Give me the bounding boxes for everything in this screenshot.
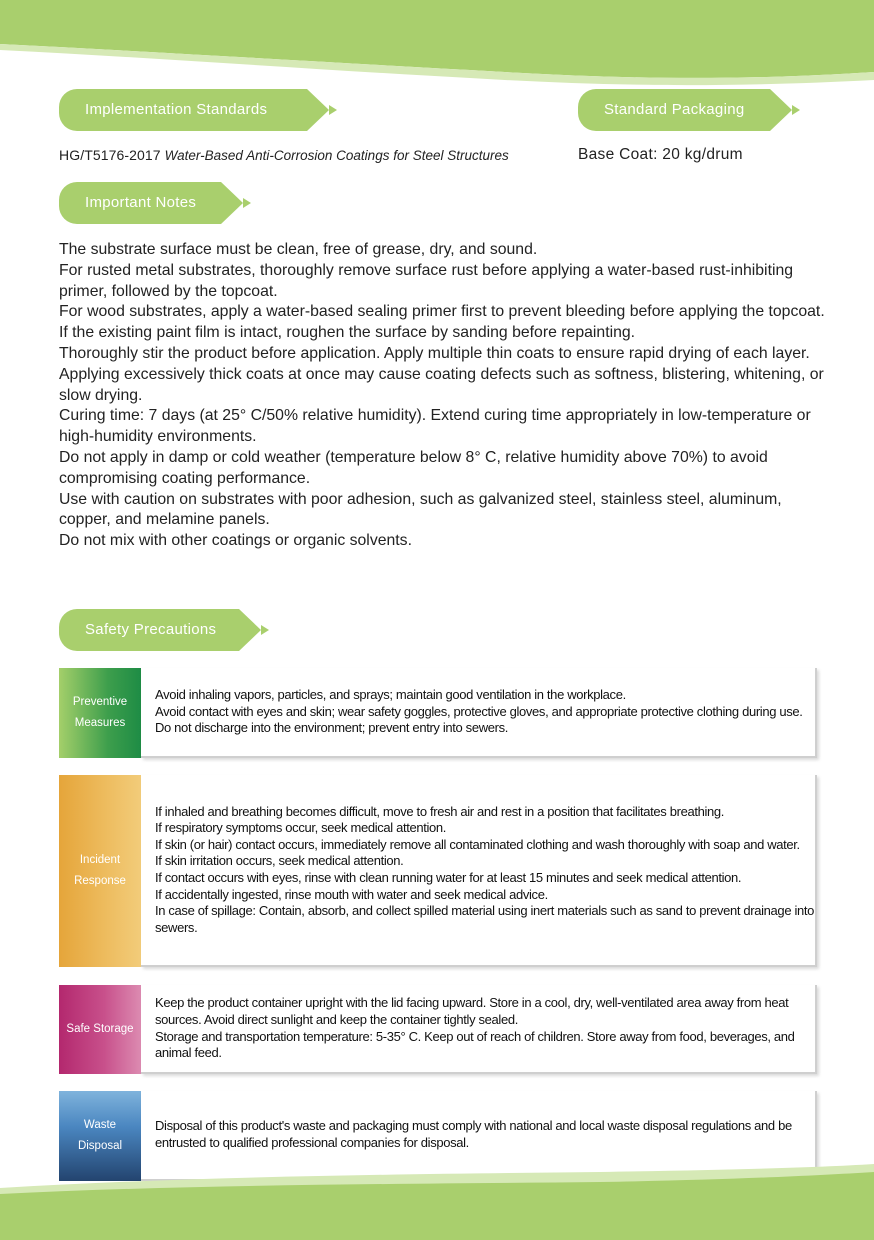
incident-label-line2: Response bbox=[74, 875, 126, 887]
note-item: For rusted metal substrates, thoroughly remove surface rust before applying a water-based rust-inhibiting primer, followed by the topcoat. bbox=[59, 261, 794, 300]
important-notes-tab bbox=[59, 182, 221, 224]
note-item: Do not mix with other coatings or organic solvents. bbox=[59, 532, 412, 550]
waste-disposal-row bbox=[59, 1091, 817, 1181]
incident-line: If skin (or hair) contact occurs, immediately remove all contaminated clothing and wash thoroughly with soap and water. bbox=[155, 836, 800, 852]
important-notes-label: Important Notes bbox=[85, 194, 197, 211]
standard-packaging-tab bbox=[578, 89, 770, 131]
standard-title: Water-Based Anti-Corrosion Coatings for Steel Structures bbox=[164, 148, 509, 163]
note-item: For wood substrates, apply a water-based sealing primer first to prevent bleeding before applying the topcoat. bbox=[59, 303, 825, 321]
safety-precautions-tab bbox=[59, 609, 239, 651]
preventive-measures-header bbox=[59, 668, 141, 758]
note-item: Do not apply in damp or cold weather (temperature below 8° C, relative humidity above 70%) to avoid compromising coating performance. bbox=[59, 448, 768, 487]
preventive-line: Avoid contact with eyes and skin; wear safety goggles, protective gloves, and appropriate protective clothing during use. bbox=[155, 703, 803, 719]
preventive-line: Do not discharge into the environment; prevent entry into sewers. bbox=[155, 720, 509, 736]
preventive-label-line2: Measures bbox=[74, 717, 126, 729]
waste-label-line2: Disposal bbox=[77, 1140, 123, 1152]
incident-line: If accidentally ingested, rinse mouth with water and seek medical advice. bbox=[155, 886, 548, 902]
waste-disposal-header bbox=[59, 1091, 141, 1181]
storage-line: Storage and transportation temperature: 5-35° C. Keep out of reach of children. Store away from food, beverages, and animal feed. bbox=[155, 1028, 795, 1061]
preventive-measures-row bbox=[59, 668, 817, 758]
incident-line: If contact occurs with eyes, rinse with clean running water for at least 15 minutes and seek medical attention. bbox=[155, 870, 742, 885]
note-item: The substrate surface must be clean, free of grease, dry, and sound. bbox=[59, 241, 538, 258]
packaging-text: Base Coat: 20 kg/drum bbox=[578, 146, 743, 163]
important-notes-list bbox=[59, 240, 829, 552]
standard-code: HG/T5176-2017 bbox=[59, 147, 161, 163]
safe-storage-row bbox=[59, 985, 817, 1074]
incident-label-line1: Incident bbox=[79, 854, 121, 866]
note-item: Curing time: 7 days (at 25° C/50% relative humidity). Extend curing time appropriately in low-temperature or high-humidity environments. bbox=[59, 407, 811, 446]
note-item: Thoroughly stir the product before application. Apply multiple thin coats to ensure rapid drying of each layer. bbox=[59, 344, 810, 362]
implementation-standard-text bbox=[59, 147, 509, 163]
incident-response-body bbox=[141, 775, 817, 967]
implementation-standards-label: Implementation Standards bbox=[85, 101, 268, 118]
note-item: If the existing paint film is intact, roughen the surface by sanding before repainting. bbox=[59, 324, 636, 342]
incident-line: If inhaled and breathing becomes difficult, move to fresh air and rest in a position that facilitates breathing. bbox=[155, 803, 725, 819]
preventive-label-line1: Preventive bbox=[72, 696, 128, 708]
incident-line: If respiratory symptoms occur, seek medical attention. bbox=[155, 820, 447, 836]
incident-line: In case of spillage: Contain, absorb, and collect spilled material using inert materials such as sand to prevent drainage into sewers. bbox=[155, 903, 815, 935]
incident-response-row bbox=[59, 775, 817, 967]
safe-storage-body bbox=[141, 985, 817, 1074]
preventive-line: Avoid inhaling vapors, particles, and sprays; maintain good ventilation in the workplace. bbox=[155, 687, 626, 703]
safe-storage-header bbox=[59, 985, 141, 1074]
waste-disposal-body bbox=[141, 1091, 817, 1181]
preventive-measures-body bbox=[141, 668, 817, 758]
incident-response-header bbox=[59, 775, 141, 967]
storage-line: Keep the product container upright with the lid facing upward. Store in a cool, dry, well-ventilated area away from heat sources. Avoid direct sunlight and keep the container tightly sealed. bbox=[155, 995, 789, 1027]
note-item: Applying excessively thick coats at once may cause coating defects such as softness, blistering, whitening, or slow drying. bbox=[59, 365, 824, 404]
top-wave-decoration bbox=[0, 0, 874, 90]
incident-line: If skin irritation occurs, seek medical attention. bbox=[155, 853, 404, 869]
standard-packaging-label: Standard Packaging bbox=[604, 101, 745, 118]
note-item: Use with caution on substrates with poor adhesion, such as galvanized steel, stainless steel, aluminum, copper, and melamine panels. bbox=[59, 490, 782, 529]
waste-label-line1: Waste bbox=[83, 1119, 117, 1131]
storage-label: Safe Storage bbox=[66, 1023, 134, 1035]
implementation-standards-tab bbox=[59, 89, 307, 131]
safety-precautions-label: Safety Precautions bbox=[85, 621, 217, 638]
waste-line: Disposal of this product's waste and packaging must comply with national and local waste disposal regulations and be entrusted to qualified professional companies for disposal. bbox=[155, 1118, 792, 1150]
